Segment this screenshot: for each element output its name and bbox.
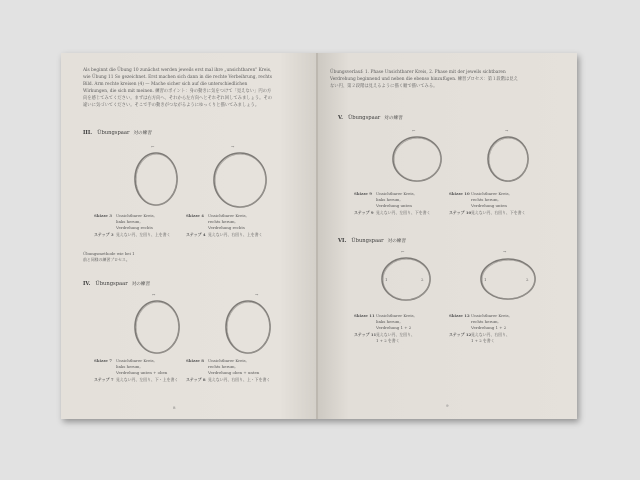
- section-title-jp: 対の練習: [131, 282, 151, 287]
- caption-line: links herum,: [376, 319, 401, 325]
- note-line: Übungsmethode wie bei 1: [83, 251, 135, 256]
- direction-arrow: →: [255, 292, 259, 297]
- section-title-jp: 対の練習: [133, 131, 152, 136]
- caption-line: Verdrehung rechts: [208, 225, 245, 231]
- direction-arrow: ←: [151, 144, 155, 149]
- section-title-jp: 対の練習: [384, 116, 403, 121]
- caption-jp-text: 見えない円、右回り、: [471, 331, 510, 337]
- caption-label: Skizze 3: [94, 213, 112, 218]
- section-title: Übungspaar: [97, 130, 130, 136]
- circle-sketch-7: [132, 298, 182, 356]
- caption-line: rechts herum,: [471, 319, 499, 325]
- caption-line: links herum,: [376, 197, 401, 203]
- marker-2: 2: [526, 277, 529, 282]
- caption-line: links herum,: [116, 364, 141, 370]
- section-heading-III: [83, 130, 152, 136]
- marker-1: 1: [484, 277, 487, 282]
- caption-jp-label: ステップ 9: [354, 209, 374, 215]
- caption-skizze-9: [354, 191, 430, 216]
- caption-line: Unsichtbarer Kreis,: [376, 313, 415, 318]
- caption-label: Skizze 12: [449, 313, 470, 318]
- marker-2: 2: [421, 277, 424, 282]
- note-line-jp: 前と同様の練習プロセス。: [83, 257, 130, 263]
- caption-skizze-8: [186, 358, 270, 383]
- direction-arrow: →: [505, 128, 509, 133]
- caption-jp-label: ステップ 10: [449, 209, 472, 215]
- caption-label: Skizze 8: [186, 358, 204, 363]
- direction-arrow: →: [231, 144, 235, 149]
- caption-jp-text: 見えない円、左回り、下・上を書く: [116, 376, 179, 382]
- caption-jp-label: ステップ 11: [354, 331, 377, 337]
- direction-arrow: ↔: [152, 292, 156, 297]
- section-number: IV.: [83, 281, 91, 287]
- circle-sketch-9: [390, 134, 444, 184]
- caption-line: Verdrehung 1 + 2: [376, 325, 412, 331]
- caption-jp-label: ステップ 7: [94, 376, 114, 382]
- caption-label: Skizze 11: [354, 313, 375, 318]
- section-title: Übungspaar: [95, 281, 128, 287]
- caption-line: Unsichtbarer Kreis,: [116, 358, 155, 363]
- caption-line: Unsichtbarer Kreis,: [116, 213, 155, 218]
- caption-jp-text: 1 + 2 を書く: [376, 337, 400, 343]
- caption-skizze-3: [94, 213, 170, 238]
- caption-jp-text: 見えない円、左回り、上を書く: [116, 231, 171, 237]
- caption-line: Verdrehung rechts: [116, 225, 153, 231]
- caption-jp-text: 見えない円、右回り、上を書く: [208, 231, 263, 237]
- caption-skizze-4: [186, 213, 262, 238]
- circle-sketch-10: [485, 134, 531, 184]
- caption-jp-text: 1 + 2 を書く: [471, 337, 495, 343]
- caption-jp-label: ステップ 3: [94, 231, 114, 237]
- page-number-right: 9: [446, 403, 449, 408]
- caption-line: Verdrehung 1 + 2: [471, 325, 507, 331]
- section-title: Übungspaar: [347, 115, 381, 121]
- marker-1: 1: [385, 277, 388, 282]
- circle-sketch-8: [223, 298, 273, 356]
- direction-arrow: →: [503, 249, 507, 254]
- caption-jp-label: ステップ 12: [449, 331, 472, 337]
- caption-jp-text: 見えない円、左回り、: [376, 331, 415, 337]
- caption-skizze-11: [354, 313, 415, 344]
- section-title-jp: 対の練習: [387, 239, 406, 244]
- caption-line: rechts herum,: [471, 197, 499, 203]
- direction-arrow: ←: [401, 249, 405, 254]
- page-number-left: 8: [173, 405, 176, 410]
- caption-line: Unsichtbarer Kreis,: [471, 191, 510, 196]
- caption-label: Skizze 7: [94, 358, 112, 363]
- caption-jp-label: ステップ 4: [186, 231, 206, 237]
- caption-label: Skizze 10: [449, 191, 470, 196]
- method-note: [83, 251, 135, 263]
- section-title: Übungspaar: [351, 238, 384, 244]
- section-heading-IV: [83, 281, 150, 287]
- open-booklet: [61, 53, 577, 419]
- caption-line: Verdrehung unten: [471, 203, 507, 209]
- caption-jp-text: 見えない円、左回り、下を書く: [376, 209, 431, 215]
- caption-jp-label: ステップ 8: [186, 376, 206, 382]
- section-number: V.: [338, 115, 343, 121]
- caption-line: Verdrehung unten + oben: [116, 370, 168, 376]
- section-heading-VI: [338, 238, 406, 244]
- caption-line: Unsichtbarer Kreis,: [471, 313, 510, 318]
- caption-line: Unsichtbarer Kreis,: [376, 191, 415, 196]
- caption-line: rechts herum,: [208, 219, 236, 225]
- circle-sketch-3: [132, 150, 180, 208]
- caption-label: Skizze 4: [186, 213, 204, 218]
- left-page: [61, 53, 318, 419]
- caption-skizze-12: [449, 313, 510, 344]
- right-page: [318, 53, 577, 419]
- caption-line: Verdrehung unten: [376, 203, 412, 209]
- caption-jp-text: 見えない円、右回り、下を書く: [471, 209, 526, 215]
- direction-arrow: ←: [412, 128, 416, 133]
- caption-line: Unsichtbarer Kreis,: [208, 358, 247, 363]
- circle-sketch-4: [211, 150, 269, 210]
- section-number: III.: [83, 130, 93, 136]
- section-heading-V: [338, 115, 403, 121]
- right-intro-paragraph: Übungsverlauf: 1. Phase Unsichtbarer Kreis, 2. Phase mit der jeweils sichtbaren Verdrehung beginnend und neben die ebenso hinzufügen. 練習プロセス：第１段階は見えない円、第２段階は見えるように描く順で描いてみる。: [330, 70, 518, 89]
- caption-line: links herum,: [116, 219, 141, 225]
- section-number: VI.: [338, 238, 347, 244]
- caption-skizze-10: [449, 191, 525, 216]
- caption-line: Unsichtbarer Kreis,: [208, 213, 247, 218]
- circle-sketch-12: [478, 256, 538, 302]
- caption-line: Verdrehung oben + unten: [208, 370, 260, 376]
- caption-jp-text: 見えない円、右回り、上・下を書く: [208, 376, 271, 382]
- caption-line: rechts herum,: [208, 364, 236, 370]
- left-intro-paragraph: Als beginnt die Übung 10 zunächst werden jeweils erst mal ihre „unsichtbaren" Kreis, wie Übung 11 So gezeichnet. Erst machen sich dann in die rechte Verbeihrung, rechts Bild. Arm rechte kreisen (4) — Mache sicher sich auf die unterschiedlichen Wirkungen, die sich mit meinen. 練習のポイント：身の動きに気をつけて「見えない」円の方向を感じてみてください。まずは右方向へ、それから左方向へとそれぞれ回してみましょう。その違いに気づいてください。そこで手の動きがつながるようにゆっくりと描いてみましょう。: [83, 68, 273, 108]
- caption-skizze-7: [94, 358, 178, 383]
- caption-label: Skizze 9: [354, 191, 372, 196]
